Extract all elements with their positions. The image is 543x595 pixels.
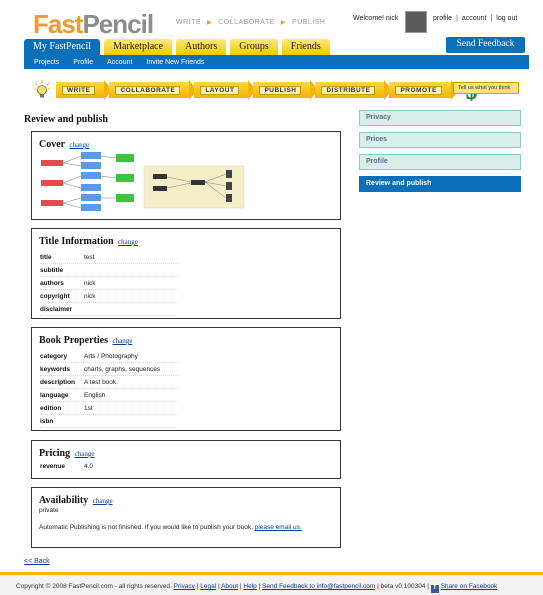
tab-friends[interactable]: Friends <box>282 39 330 55</box>
footer-copyright: Copyright © 2008 FastPencil.com - all rights reserved. <box>16 583 172 590</box>
logout-link[interactable]: log out <box>496 15 518 22</box>
sidebar <box>359 110 521 198</box>
header-step-write: WRITE <box>176 19 202 26</box>
profile-link[interactable]: profile <box>433 15 453 22</box>
tab-marketplace[interactable]: Marketplace <box>104 39 172 55</box>
send-feedback-button[interactable]: Send Feedback <box>446 37 525 53</box>
table-row: revenue 4.0 <box>40 463 94 470</box>
fastpencil-logo[interactable]: FastPencil <box>33 9 154 39</box>
arrow-right-icon: ▶ <box>280 20 287 26</box>
table-row: title test <box>40 251 178 264</box>
availability-change-link[interactable]: change <box>92 497 113 505</box>
book-properties-section <box>31 327 341 431</box>
publishing-progress <box>34 78 482 102</box>
table-row: language English <box>40 389 178 402</box>
step-promote[interactable]: PROMOTE <box>389 82 451 98</box>
main-nav <box>24 39 330 55</box>
header-step-publish: PUBLISH <box>292 19 326 26</box>
tell-us-button[interactable]: Tell us what you think <box>453 82 519 94</box>
table-row: category Arts / Photography <box>40 350 178 363</box>
sidebar-item-prices[interactable]: Prices <box>359 132 521 148</box>
pricing-change-link[interactable]: change <box>74 450 95 458</box>
table-row: keywords charts, graphs, sequences <box>40 363 178 376</box>
avatar[interactable] <box>405 11 427 33</box>
footer-legal-link[interactable]: Legal <box>200 583 217 590</box>
step-publish[interactable]: PUBLISH <box>253 82 311 98</box>
table-row: subtitle <box>40 264 178 277</box>
page-title: Review and publish <box>24 114 108 125</box>
footer-about-link[interactable]: About <box>221 583 239 590</box>
title-info-heading: Title Information change <box>39 236 138 247</box>
availability-status: private <box>39 507 59 514</box>
cover-change-link[interactable]: change <box>69 141 90 149</box>
user-links: profile | account | log out <box>433 15 518 22</box>
header-step-collaborate: COLLABORATE <box>218 19 275 26</box>
table-row: authors nick <box>40 277 178 290</box>
tab-my-fastpencil[interactable]: My FastPencil <box>24 39 100 55</box>
subnav-invite-friends[interactable]: Invite New Friends <box>146 58 205 66</box>
sidebar-item-privacy[interactable]: Privacy <box>359 110 521 126</box>
sub-nav <box>24 55 529 69</box>
welcome-text: Welcome! nick <box>353 15 399 22</box>
book-properties-change-link[interactable]: change <box>112 337 133 345</box>
availability-heading: Availability change <box>39 495 113 506</box>
email-us-link[interactable]: please email us. <box>254 524 302 531</box>
account-link[interactable]: account <box>461 15 487 22</box>
table-row: copyright nick <box>40 290 178 303</box>
pricing-table <box>40 460 340 473</box>
tab-groups[interactable]: Groups <box>230 39 277 55</box>
lightbulb-icon <box>34 80 50 100</box>
cover-thumbnail[interactable] <box>41 150 246 216</box>
book-properties-heading: Book Properties change <box>39 335 133 346</box>
step-distribute[interactable]: DISTRIBUTE <box>315 82 385 98</box>
cover-section <box>31 131 341 220</box>
step-write[interactable]: WRITE <box>56 82 105 98</box>
step-layout[interactable]: LAYOUT <box>194 82 249 98</box>
subnav-projects[interactable]: Projects <box>34 58 60 66</box>
footer-beta: beta v0.100304 <box>380 583 426 590</box>
table-row: edition 1st <box>40 402 178 415</box>
availability-message: Automatic Publishing is not finished. If you would like to publish your book, please email us. <box>39 524 302 531</box>
footer-help-link[interactable]: Help <box>243 583 257 590</box>
table-row: isbn <box>40 415 178 428</box>
sidebar-item-review-and-publish[interactable]: Review and publish <box>359 176 521 192</box>
share-facebook-link[interactable]: Share on Facebook <box>440 583 498 590</box>
footer: Copyright © 2008 FastPencil.com - all rights reserved. Privacy | Legal | About | Help | Send Feedback to info@fastpencil.com | beta v0.100304 | f Share on Facebook <box>0 572 543 595</box>
step-collaborate[interactable]: COLLABORATE <box>109 82 190 98</box>
pricing-section <box>31 440 341 479</box>
tab-authors[interactable]: Authors <box>176 39 226 55</box>
arrow-right-icon: ▶ <box>207 20 213 26</box>
subnav-profile[interactable]: Profile <box>73 58 94 66</box>
title-info-table <box>40 251 340 316</box>
footer-feedback-link[interactable]: Send Feedback to info@fastpencil.com <box>262 583 376 590</box>
table-row: description A test book. <box>40 376 178 389</box>
title-info-change-link[interactable]: change <box>118 238 138 246</box>
facebook-icon: f <box>431 585 439 593</box>
cover-heading: Cover change <box>39 139 90 150</box>
header-steps <box>176 19 326 26</box>
title-info-section <box>31 228 341 319</box>
availability-section <box>31 487 341 548</box>
book-properties-table <box>40 350 340 428</box>
subnav-account[interactable]: Account <box>107 58 133 66</box>
back-link[interactable]: << Back <box>24 558 50 565</box>
sidebar-item-profile[interactable]: Profile <box>359 154 521 170</box>
table-row: disclaimer <box>40 303 178 316</box>
footer-privacy-link[interactable]: Privacy <box>173 583 195 590</box>
pricing-heading: Pricing change <box>39 448 95 459</box>
